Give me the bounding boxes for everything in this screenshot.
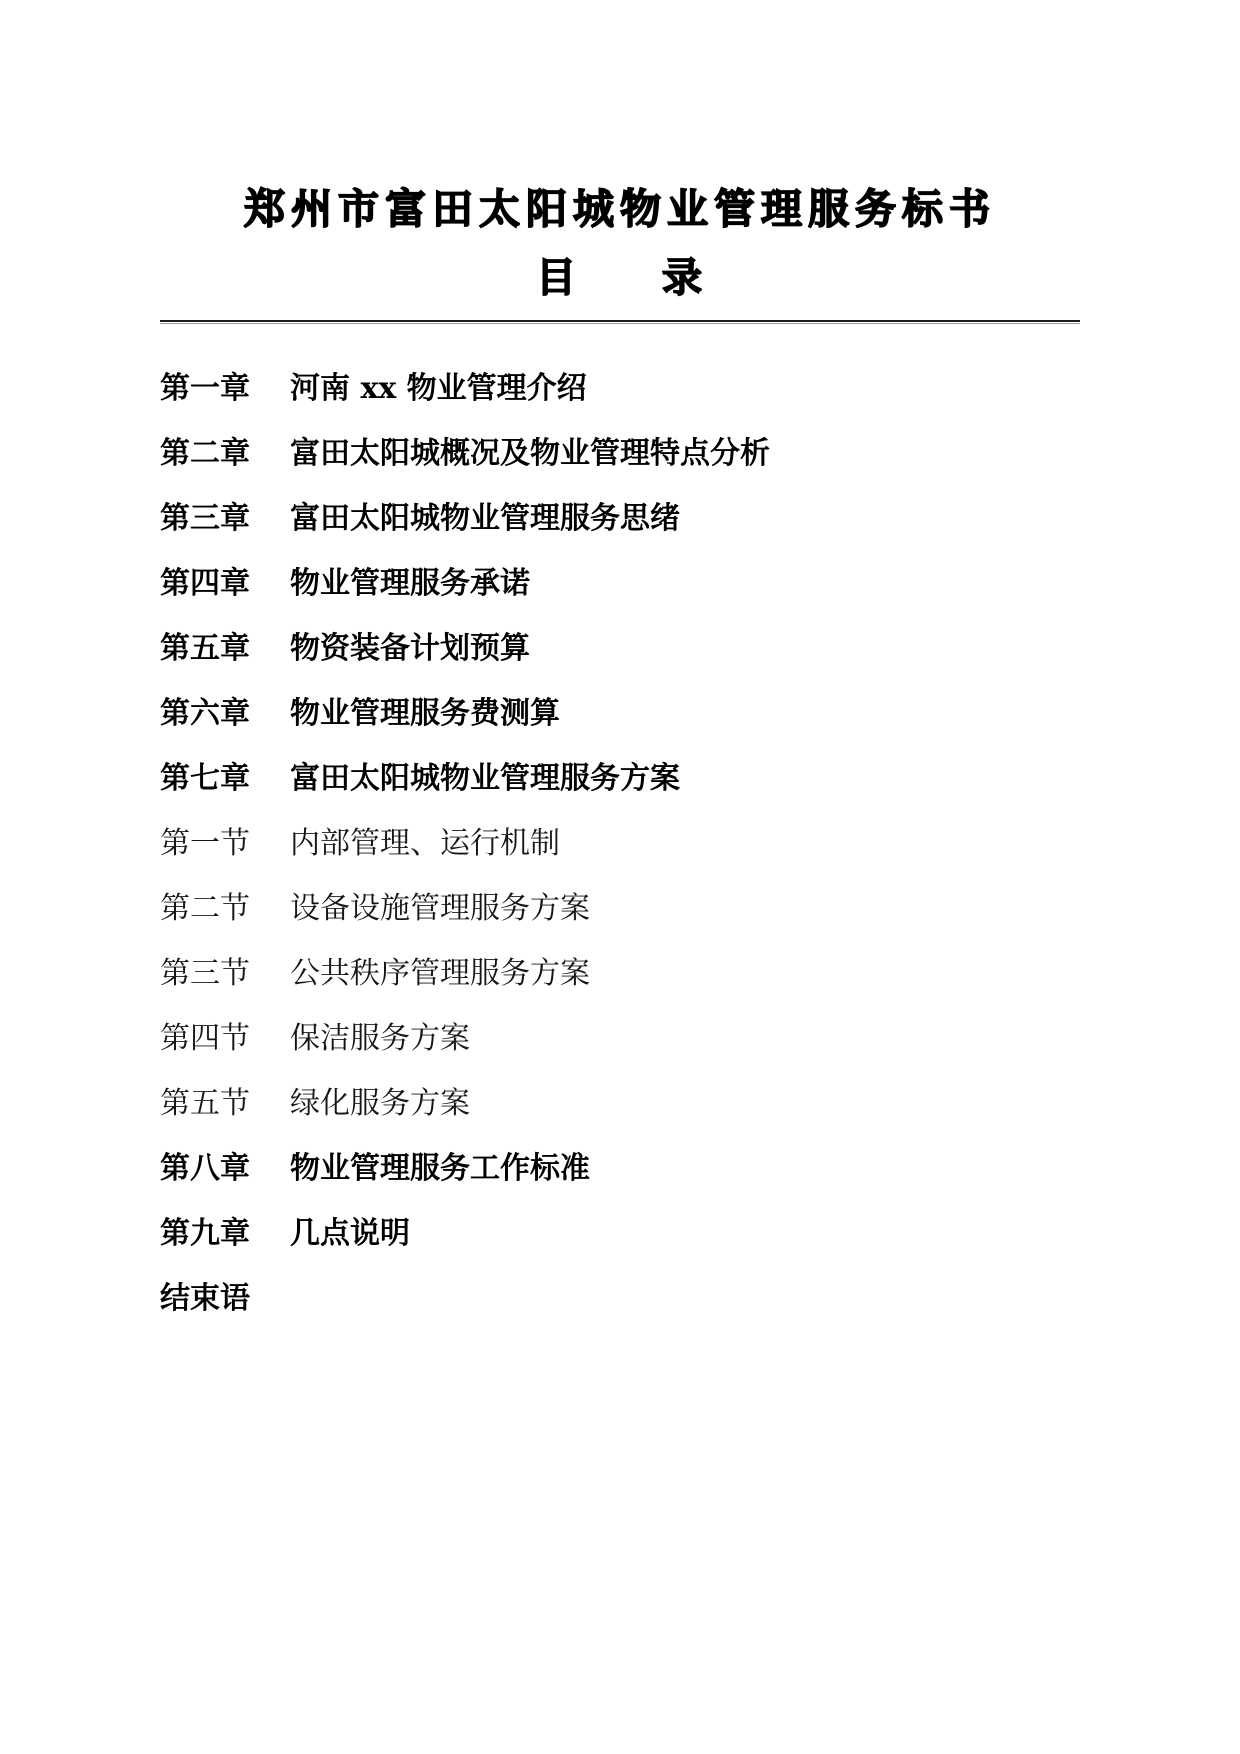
toc-item-title: 内部管理、运行机制 (290, 825, 560, 861)
toc-item-title: 设备设施管理服务方案 (290, 890, 590, 926)
toc-item-label: 第五章 (160, 630, 250, 666)
toc-item-title: 物业管理服务费测算 (290, 695, 560, 731)
toc-item-title: 公共秩序管理服务方案 (290, 955, 590, 991)
toc-row (160, 1071, 1080, 1136)
toc-item-label: 第四节 (160, 1020, 250, 1056)
toc-row (160, 1006, 1080, 1071)
toc-row (160, 551, 1080, 616)
toc-item-label: 第三章 (160, 500, 250, 536)
toc-item-label: 第七章 (160, 760, 250, 796)
document-title: 郑州市富田太阳城物业管理服务标书 (244, 185, 996, 233)
toc-row (160, 811, 1080, 876)
toc-item-label: 第九章 (160, 1215, 250, 1251)
toc-item-title: 几点说明 (290, 1215, 410, 1251)
toc-item-label: 第五节 (160, 1085, 250, 1121)
toc-item-label: 第三节 (160, 955, 250, 991)
toc-item-title: 富田太阳城物业管理服务思绪 (290, 500, 680, 536)
toc-row (160, 1136, 1080, 1201)
toc-row (160, 486, 1080, 551)
toc-row (160, 616, 1080, 681)
toc-row (160, 681, 1080, 746)
toc-item-label: 第六章 (160, 695, 250, 731)
toc-row (160, 1201, 1080, 1266)
toc-item-label: 结束语 (160, 1280, 250, 1316)
toc-item-title: 富田太阳城物业管理服务方案 (290, 760, 680, 796)
toc-row (160, 941, 1080, 1006)
toc-row (160, 421, 1080, 486)
toc-row (160, 746, 1080, 811)
heading-divider-line (160, 320, 1080, 322)
toc-row (160, 876, 1080, 941)
toc-item-label: 第二章 (160, 435, 250, 471)
toc-item-label: 第二节 (160, 890, 250, 926)
toc-item-title: 物业管理服务工作标准 (290, 1150, 590, 1186)
toc-item-title: 富田太阳城概况及物业管理特点分析 (290, 435, 770, 471)
toc-item-title: 物业管理服务承诺 (290, 565, 530, 601)
toc-heading: 目 录 (536, 255, 704, 301)
toc-row (160, 1266, 1080, 1331)
toc-list (160, 356, 1080, 1331)
toc-item-label: 第八章 (160, 1150, 250, 1186)
toc-item-title: 河南 xx 物业管理介绍 (290, 370, 587, 406)
toc-item-title: 绿化服务方案 (290, 1085, 470, 1121)
toc-item-title: 物资装备计划预算 (290, 630, 530, 666)
toc-item-label: 第一节 (160, 825, 250, 861)
toc-item-label: 第一章 (160, 370, 250, 406)
toc-row (160, 356, 1080, 421)
toc-item-title: 保洁服务方案 (290, 1020, 470, 1056)
toc-item-label: 第四章 (160, 565, 250, 601)
